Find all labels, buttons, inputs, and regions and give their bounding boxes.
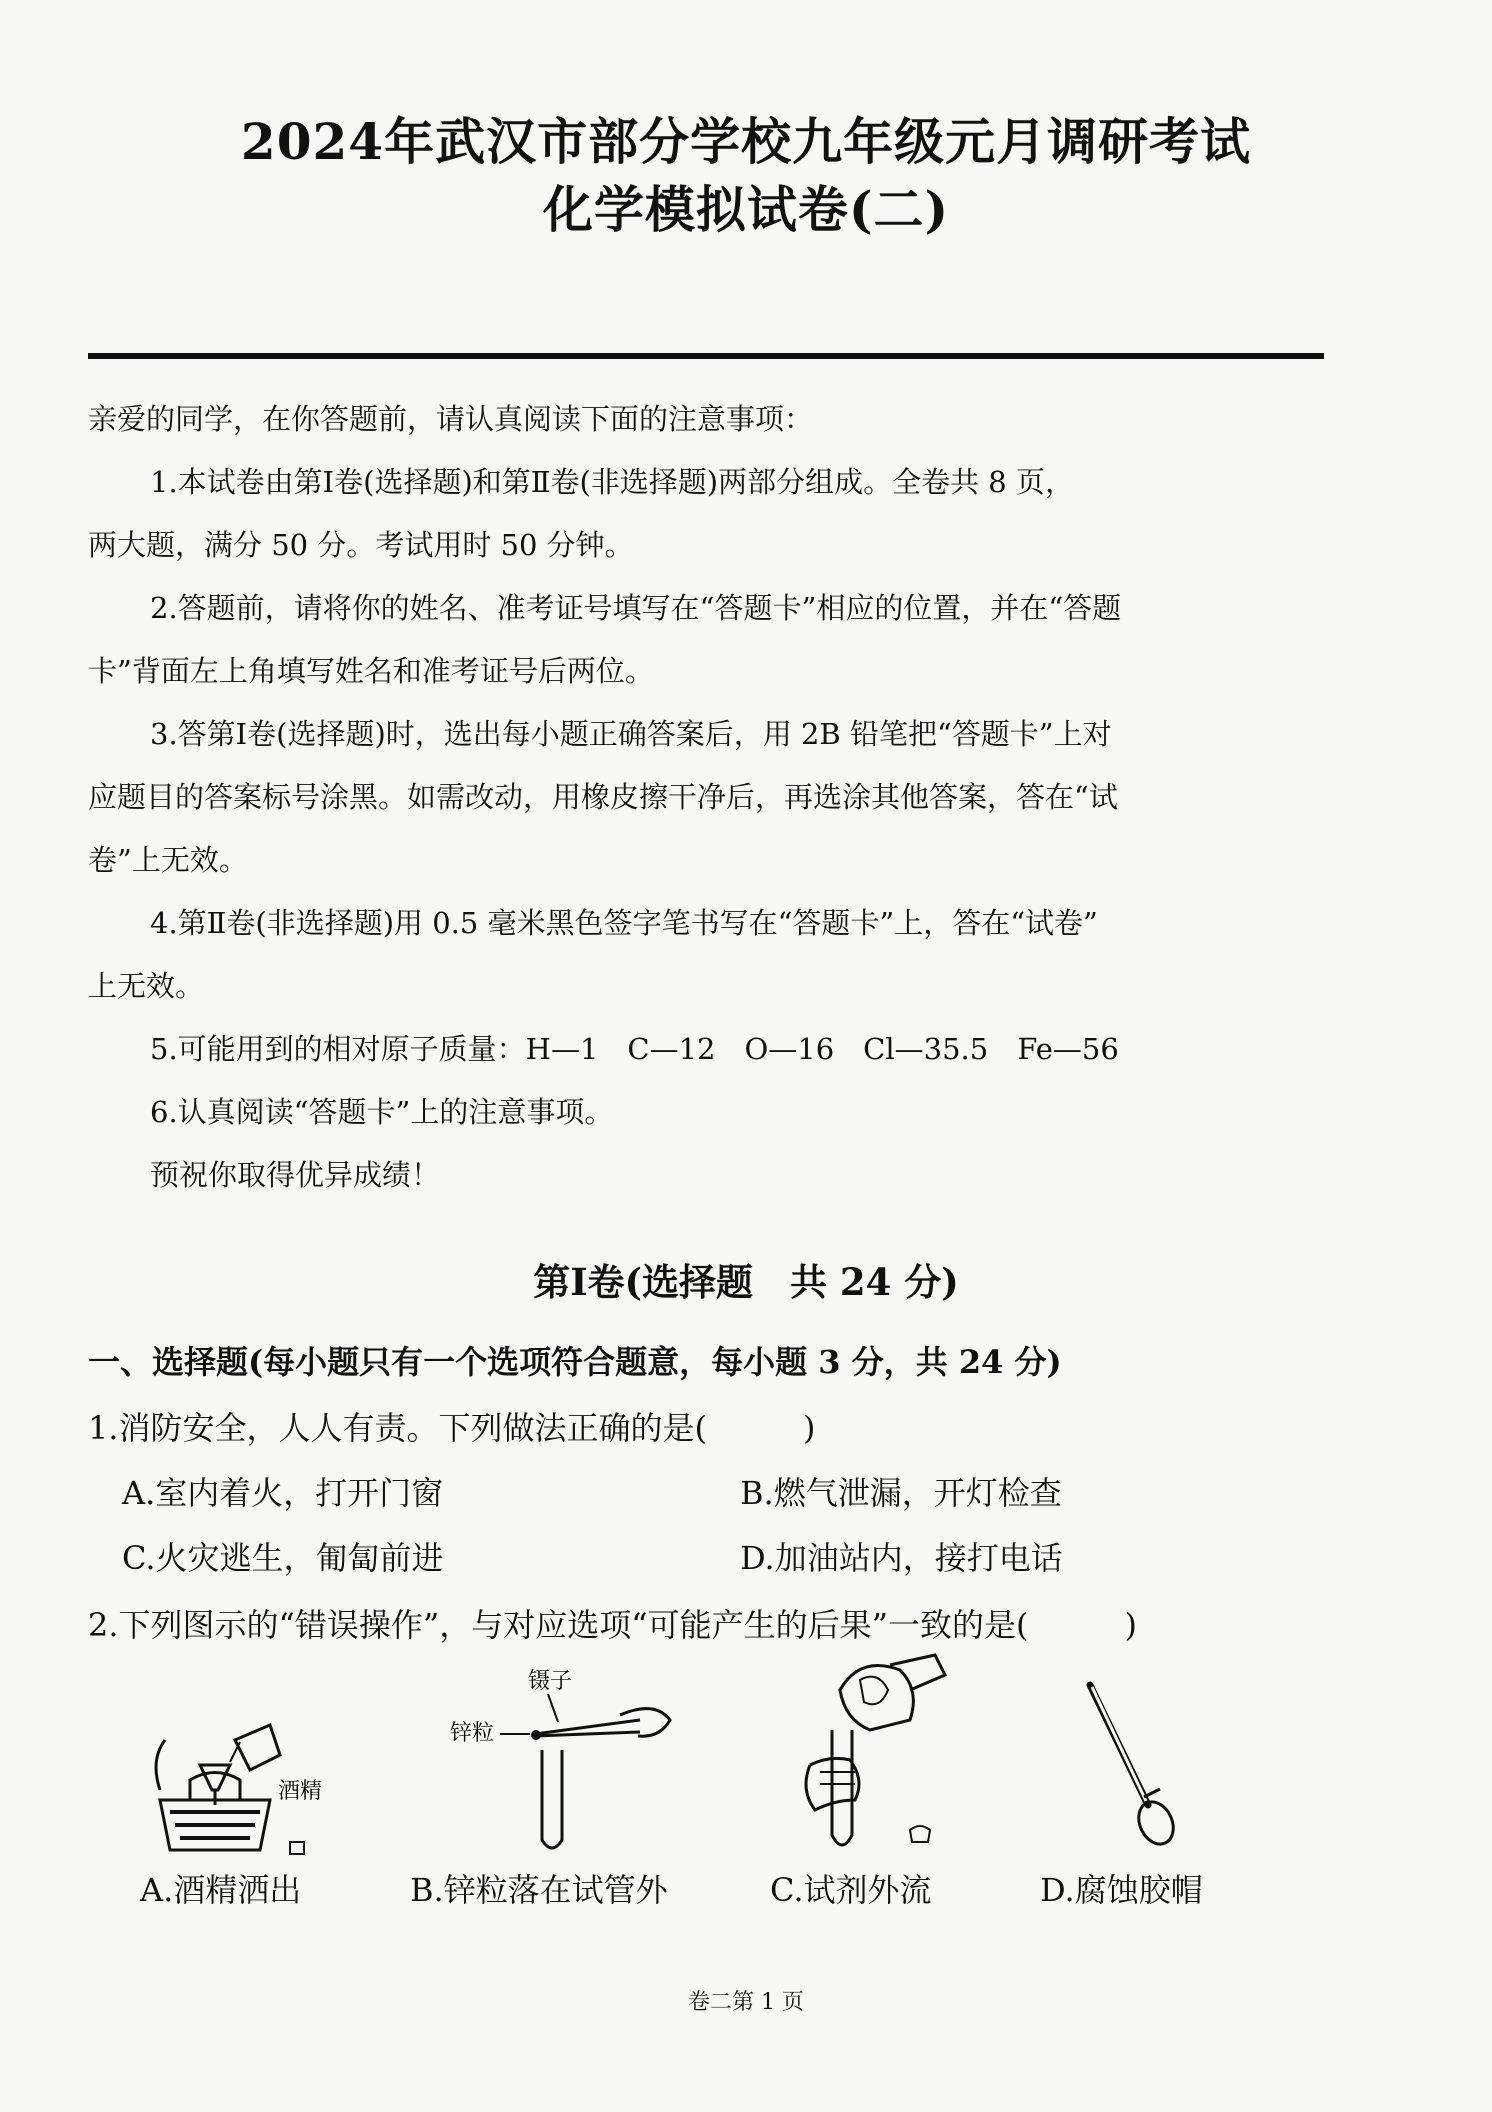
question-2-stem: 2.下列图示的“错误操作”，与对应选项“可能产生的后果”一致的是( ) (88, 1606, 1137, 1644)
zinc-label: 锌粒 (450, 1721, 495, 1746)
section-title: 第Ⅰ卷(选择题 共 24 分) (533, 1260, 959, 1304)
figure-reagent-pouring (760, 1650, 960, 1860)
notice-line: 上无效。 (88, 969, 205, 1003)
notice-intro: 亲爱的同学，在你答题前，请认真阅读下面的注意事项： (88, 402, 814, 436)
notice-line: 应题目的答案标号涂黑。如需改动，用橡皮擦干净后，再选涂其他答案，答在“试 (88, 780, 1118, 814)
notice-line: 4.第Ⅱ卷(非选择题)用 0.5 毫米黑色签字笔书写在“答题卡”上，答在“试卷” (150, 906, 1098, 940)
question-2-caption-a: A.酒精洒出 (140, 1871, 302, 1909)
notice-line: 两大题，满分 50 分。考试用时 50 分钟。 (88, 528, 634, 562)
notice-line: 1.本试卷由第Ⅰ卷(选择题)和第Ⅱ卷(非选择题)两部分组成。全卷共 8 页， (150, 465, 1074, 499)
question-2-caption-b: B.锌粒落在试管外 (410, 1871, 668, 1909)
part-heading: 一、选择题(每小题只有一个选项符合题意，每小题 3 分，共 24 分) (88, 1343, 1062, 1381)
figure-zinc-test-tube (440, 1660, 680, 1860)
notice-line: 2.答题前，请将你的姓名、准考证号填写在“答题卡”相应的位置，并在“答题 (150, 591, 1122, 625)
question-1-option-b: B.燃气泄漏，开灯检查 (740, 1474, 1062, 1512)
page-footer: 卷二第 1 页 (688, 1990, 804, 2015)
question-2-caption-c: C.试剂外流 (770, 1871, 932, 1909)
notice-line: 卷”上无效。 (88, 843, 248, 877)
notice-line: 3.答第Ⅰ卷(选择题)时，选出每小题正确答案后，用 2B 铅笔把“答题卡”上对 (150, 717, 1112, 751)
question-1-option-a: A.室内着火，打开门窗 (122, 1474, 444, 1512)
tweezers-label: 镊子 (528, 1669, 573, 1694)
notice-line: 6.认真阅读“答题卡”上的注意事项。 (150, 1095, 614, 1129)
figure-alcohol-lamp (130, 1680, 360, 1860)
notice-line: 卡”背面左上角填写姓名和准考证号后两位。 (88, 654, 654, 688)
header-divider (88, 353, 1324, 359)
notice-line: 预祝你取得优异成绩！ (150, 1158, 441, 1192)
notice-line: 5.可能用到的相对原子质量：H—1 C—12 O—16 Cl—35.5 Fe—56 (150, 1032, 1119, 1066)
exam-title: 2024年武汉市部分学校九年级元月调研考试 (240, 112, 1252, 171)
alcohol-label: 酒精 (278, 1779, 323, 1804)
exam-subtitle: 化学模拟试卷(二) (542, 180, 950, 239)
question-1-option-c: C.火灾逃生，匍匐前进 (122, 1539, 444, 1577)
question-1-stem: 1.消防安全，人人有责。下列做法正确的是( ) (88, 1409, 816, 1447)
question-2-caption-d: D.腐蚀胶帽 (1040, 1871, 1203, 1909)
figure-dropper (1060, 1665, 1200, 1855)
question-1-option-d: D.加油站内，接打电话 (740, 1539, 1063, 1577)
